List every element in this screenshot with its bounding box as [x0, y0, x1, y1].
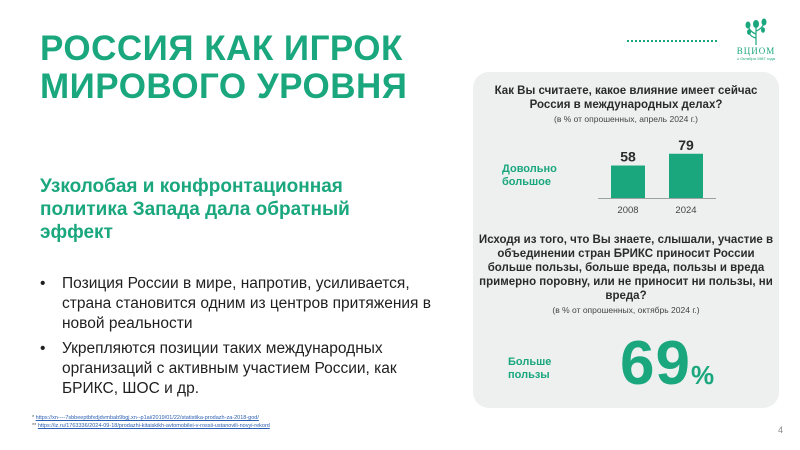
survey2-answer-label — [508, 356, 551, 382]
slide-title — [40, 30, 460, 106]
logo-name: ВЦИОМ — [736, 46, 776, 56]
data-label-2024: 79 — [678, 136, 694, 153]
footnote-link[interactable]: https://xn----7sbbeeptbfxdjdvmbab9bgj.xn--p1ai/2019/01/22/statistika-prodazh-za-2018-god/ — [35, 415, 259, 421]
answer-label-line: пользы — [508, 369, 550, 381]
title-line-2: МИРОВОГО УРОВНЯ — [40, 67, 408, 106]
page-number: 4 — [778, 425, 784, 435]
data-label-2008: 58 — [620, 148, 636, 165]
answer-label-line: Больше — [508, 356, 552, 368]
section-subtitle: Узколобая и конфронтационная политика Запада дала обратный эффект — [40, 176, 350, 243]
vciom-logo — [728, 18, 784, 66]
bullet-item: • Позиция России в мире, напротив, усиливается, страна становится одним из центров притяжения в новой реальности — [38, 274, 448, 334]
logo-tagline: с Октября 1987 года — [737, 56, 775, 61]
answer-label-line: большое — [502, 176, 551, 188]
survey2-question: Исходя из того, что Вы знаете, слышали, участие в объединении стран БРИКС приносит России больше пользы, больше вреда, пользы и вреда примерно поровну, или не приносит ни пользы, ни вреда? — [478, 234, 774, 302]
percent-number: 69 — [620, 329, 691, 398]
footnote-mark: ** — [32, 423, 37, 429]
tick-label-2008: 2008 — [617, 205, 639, 216]
survey1-note: (в % от опрошенных, апрель 2024 г.) — [553, 114, 698, 124]
answer-label-line: Довольно — [502, 163, 557, 175]
footnote-1 — [32, 414, 452, 422]
footnote-2 — [32, 422, 452, 430]
survey1-answer-label — [502, 163, 557, 189]
bullet-list — [38, 274, 448, 404]
percent-sign: % — [690, 360, 715, 390]
decorative-dotted-line — [627, 40, 717, 42]
bar-2024 — [669, 154, 703, 198]
tick-label-2024: 2024 — [675, 205, 697, 216]
footnote-mark: * — [32, 415, 35, 421]
big-percent-value — [620, 330, 714, 398]
title-line-1: РОССИЯ КАК ИГРОК — [40, 29, 403, 68]
tree-logo-icon — [741, 18, 771, 46]
influence-bar-chart — [590, 134, 720, 218]
footnotes — [32, 414, 452, 430]
survey1-question: Как Вы считаете, какое влияние имеет сейчас Россия в международных делах? — [494, 85, 758, 111]
survey2-note: (в % от опрошенных, октябрь 2024 г.) — [552, 305, 700, 315]
footnote-link[interactable]: https://iz.ru/1763336/2024-09-18/prodazhi-kitaiskikh-avtomobilei-v-rossii-ustanovili-novyi-rekord — [37, 423, 270, 429]
bar-2008 — [611, 166, 645, 198]
bullet-item: • Укрепляются позиции таких международных организаций с активным участием России, как БРИКС, ШОС и др. — [38, 339, 448, 399]
